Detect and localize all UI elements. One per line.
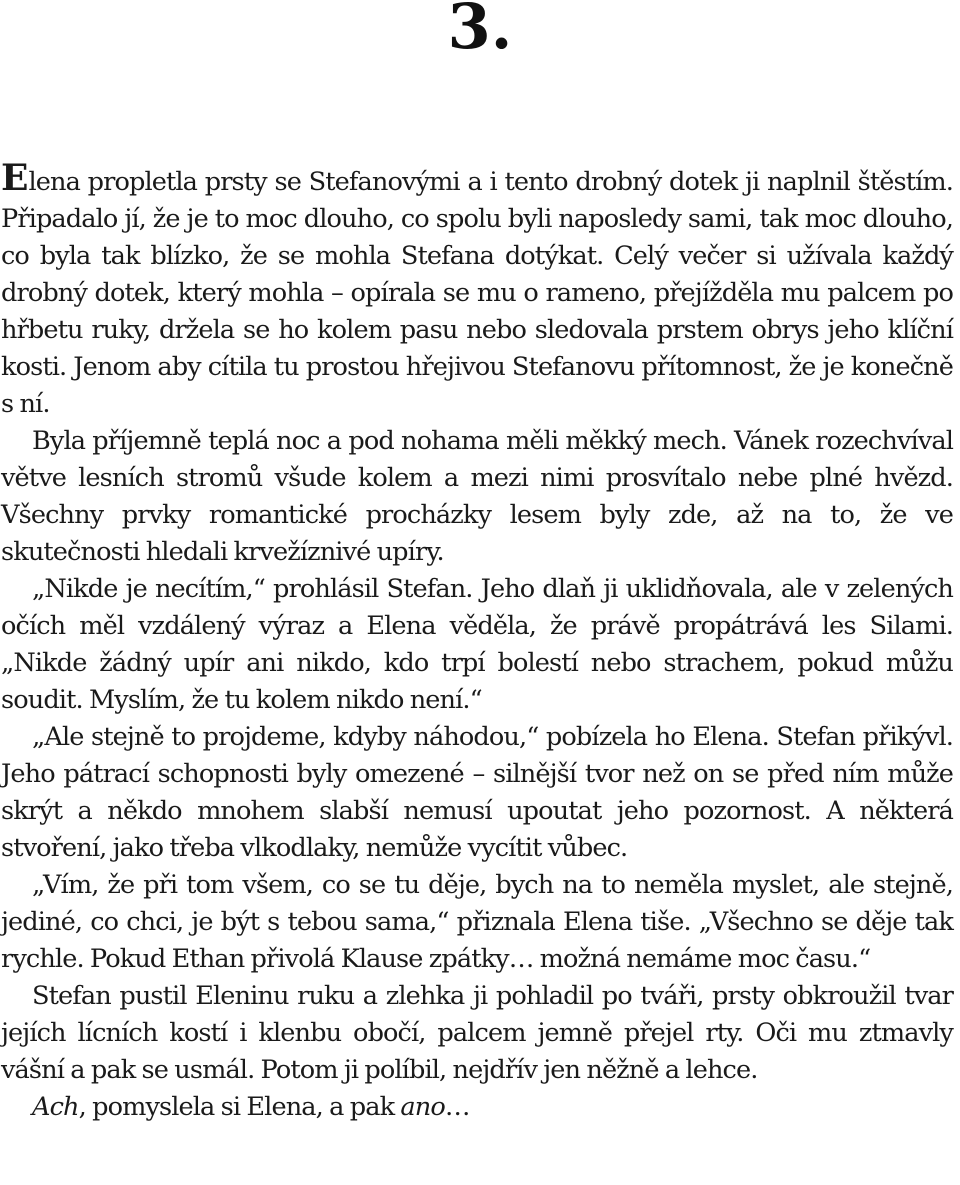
paragraph-4: „Ale stejně to projdeme, kdyby náhodou,“ pobízela ho Elena. Stefan přikývl. Jeho pátrací schopnosti byly omezené – silnější tvor než on se před ním může skrýt a někdo mnohem slabší nemusí upoutat jeho pozornost. A některá stvoření, jako třeba vlkodlaky, nemůže vycítit vůbec. [1, 722, 953, 863]
initial-letter: E [1, 157, 29, 199]
chapter-text [1, 157, 953, 1126]
paragraph-7-end: … [444, 1092, 470, 1122]
paragraph-7 [1, 1089, 953, 1126]
paragraph-3: „Nikde je necítím,“ prohlásil Stefan. Jeho dlaň ji uklidňovala, ale v zelených očích měl vzdálený výraz a Elena věděla, že právě propátrává les Silami. „Nikde žádný upír ani nikdo, kdo trpí bolestí nebo strachem, pokud můžu soudit. Myslím, že tu kolem nikdo není.“ [1, 574, 953, 715]
paragraph-1 [1, 157, 953, 423]
chapter-number: 3. [447, 0, 513, 63]
paragraph-7-mid: , pomyslela si Elena, a pak [78, 1092, 401, 1122]
paragraph-1-text: lena propletla prsty se Stefanovými a i tento drobný dotek ji naplnil štěstím. Připadalo jí, že je to moc dlouho, co spolu byli naposledy sami, tak moc dlouho, co byla tak blízko, že se mohla Stefana dotýkat. Celý večer si užívala každý drobný dotek, který mohla – opírala se mu o rameno, přejížděla mu palcem po hřbetu ruky, držela se ho kolem pasu nebo sledovala prstem obrys jeho klíční kosti. Jenom aby cítila tu prostou hřejivou Stefanovu přítomnost, že je konečně s ní. [1, 167, 953, 419]
paragraph-5: „Vím, že při tom všem, co se tu děje, bych na to neměla myslet, ale stejně, jediné, co chci, je být s tebou sama,“ přiznala Elena tiše. „Všechno se děje tak rychle. Pokud Ethan přivolá Klause zpátky… možná nemáme moc času.“ [1, 870, 953, 974]
italic-word-ano: ano [400, 1092, 445, 1122]
paragraph-6: Stefan pustil Eleninu ruku a zlehka ji pohladil po tváři, prsty obkroužil tvar jejích lícních kostí i klenbu obočí, palcem jemně přejel rty. Oči mu ztmavly vášní a pak se usmál. Potom ji políbil, nejdřív jen něžně a lehce. [1, 981, 953, 1085]
italic-word-ach: Ach [32, 1092, 79, 1122]
paragraph-2: Byla příjemně teplá noc a pod nohama měli měkký mech. Vánek rozechvíval větve lesních stromů všude kolem a mezi nimi prosvítalo nebe plné hvězd. Všechny prvky romantické procházky lesem byly zde, až na to, že ve skutečnosti hledali krvežíznivé upíry. [1, 426, 953, 567]
